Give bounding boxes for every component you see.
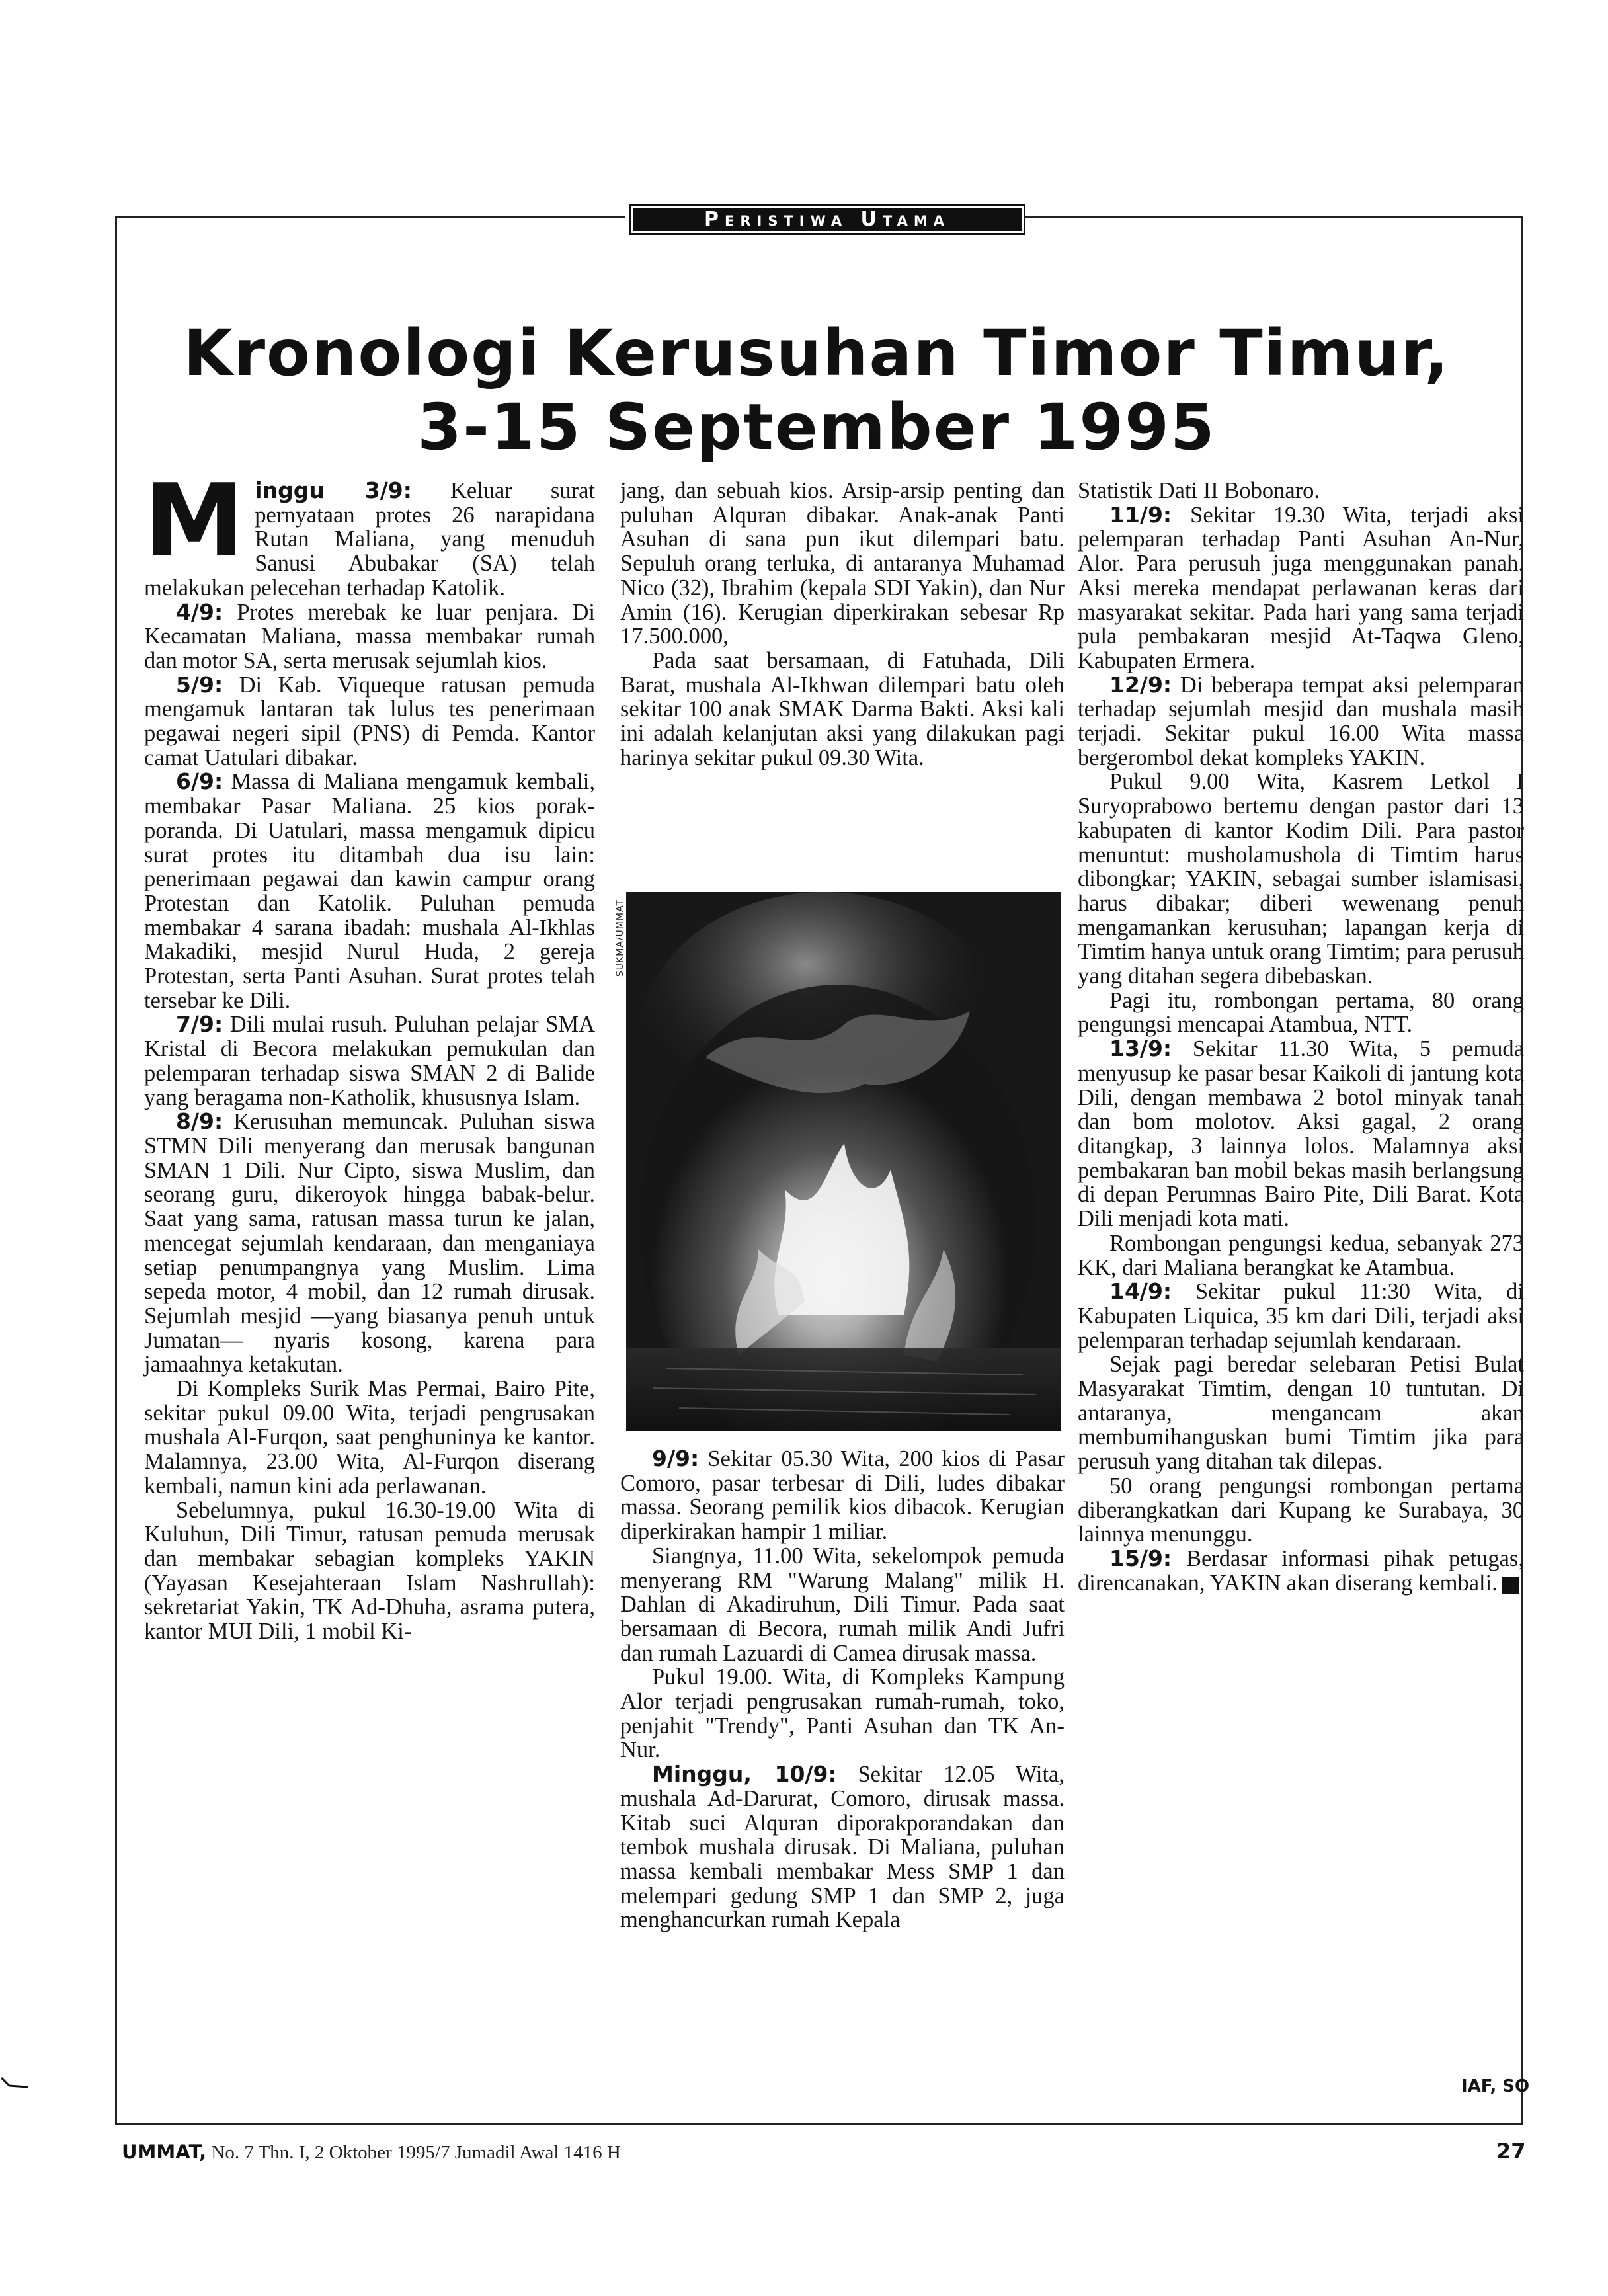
paragraph-text: Sekitar pukul 11:30 Wita, di Kabupaten Liquica, 35 km dari Dili, terjadi aksi pelemparan terhadap sejumlah kendaraan. [1078, 1279, 1524, 1353]
date-label: 5/9: [176, 671, 223, 698]
paragraph [1078, 1231, 1524, 1280]
paragraph [1078, 479, 1524, 503]
paragraph-text: Sekitar 12.05 Wita, mushala Ad-Darurat, Comoro, dirusak massa. Kitab suci Alquran diporakporandakan dan tembok mushala dirusak. Di Maliana, puluhan massa kembali membakar Mess SMP 1 dan melempari gedung SMP 1 dan SMP 2, juga menghancurkan rumah Kepala [620, 1762, 1065, 1933]
paragraph [144, 600, 595, 673]
date-label: 14/9: [1109, 1278, 1172, 1305]
page-number: 27 [1496, 2139, 1526, 2164]
paragraph-text: jang, dan sebuah kios. Arsip-arsip penting dan puluhan Alquran dibakar. Anak-anak Panti Asuhan di sana pun ikut dilempari batu. Sepuluh orang terluka, di antaranya Muhamad Nico (32), Ibrahim (kepala SDI Yakin), dan Nur Amin (16). Kerugian diperkirakan sebesar Rp 17.500.000, [620, 478, 1065, 649]
date-label: 9/9: [652, 1446, 700, 1471]
paragraph-text: Di beberapa tempat aksi pelemparan terhadap sejumlah mesjid dan mushala masih terjadi. Sekitar pukul 16.00 Wita massa bergerombol dekat kompleks YAKIN. [1078, 672, 1524, 770]
date-label: 4/9: [176, 598, 223, 625]
paragraph [1078, 770, 1524, 988]
paragraph [144, 1498, 595, 1644]
paragraph [1078, 1352, 1524, 1474]
date-label: 7/9: [176, 1011, 223, 1038]
paragraph-text: Sekitar 05.30 Wita, 200 kios di Pasar Comoro, pasar terbesar di Dili, ludes dibakar massa. Seorang pemilik kios dibacok. Kerugian diperkirakan hampir 1 miliar. [620, 1446, 1065, 1545]
paragraph [144, 1110, 595, 1377]
paragraph [144, 1377, 595, 1498]
paragraph-text: Sejak pagi beredar selebaran Petisi Bulat Masyarakat Timtim, dengan 10 tuntutan. Di antaranya, mengancam akan membumihanguskan bumi Timtim jika para perusuh yang ditahan tak dilepas. [1078, 1352, 1524, 1475]
paragraph [620, 649, 1065, 770]
scan-artifact-mark [0, 2076, 29, 2090]
issue-info: No. 7 Thn. I, 2 Oktober 1995/7 Jumadil Awal 1416 H [211, 2142, 621, 2163]
paragraph [1078, 1474, 1524, 1547]
section-rubric: Peristiwa Utama [629, 204, 1025, 235]
paragraph-text: Pada saat bersamaan, di Fatuhada, Dili Barat, mushala Al-Ikhwan dilempari batu oleh sekitar 100 anak SMAK Darma Bakti. Aksi kali ini adalah kelanjutan aksi yang dilakukan pagi harinya sekitar pukul 09.30 Wita. [620, 647, 1065, 770]
article-column-2-top [620, 479, 1065, 770]
paragraph [620, 1544, 1065, 1666]
page-footer [122, 2141, 621, 2164]
paragraph [1078, 989, 1524, 1037]
paragraph-text: Statistik Dati II Bobonaro. [1078, 478, 1320, 503]
drop-cap: M [144, 462, 245, 579]
paragraph [144, 770, 595, 1012]
paragraph-text: Massa di Maliana mengamuk kembali, membakar Pasar Maliana. 25 kios porak-poranda. Di Uatulari, massa mengamuk dipicu surat protes itu ditambah dua isu lain: penerimaan pegawai dan kawin campur orang Protestan dan Katolik. Puluhan pemuda membakar 4 sarana ibadah: mushala Al-Ikhlas Makadiki, mesjid Nurul Huda, 2 gereja Protestan, serta Panti Asuhan. Surat protes telah tersebar ke Dili. [144, 769, 595, 1013]
date-label: 12/9: [1109, 671, 1172, 698]
date-label: Minggu, 10/9: [652, 1761, 837, 1787]
date-label: 8/9: [176, 1108, 223, 1135]
article-column-1 [144, 462, 595, 1645]
paragraph [620, 1447, 1065, 1544]
paragraph-text: Di Kompleks Surik Mas Permai, Bairo Pite, sekitar pukul 09.00 Wita, terjadi pengrusakan mushala Al-Furqon, saat penghuninya ke kantor. Malamnya, 23.00 Wita, Al-Furqon diserang kembali, namun kini ada perlawanan. [144, 1376, 595, 1498]
paragraph-text: Pagi itu, rombongan pertama, 80 orang pengungsi mencapai Atambua, NTT. [1078, 987, 1524, 1038]
headline-line-2: 3-15 September 1995 [417, 390, 1216, 464]
paragraph-text: Kerusuhan memuncak. Puluhan siswa STMN Dili menyerang dan merusak bangunan SMAN 1 Dili. Nur Cipto, siswa Muslim, dan seorang guru, dikeroyok hingga babak-belur. Saat yang sama, ratusan massa turun ke jalan, mencegat sejumlah kendaraan, dan menganiaya setiap penumpangnya yang Muslim. Lima sepeda motor, 4 mobil, dan 12 rumah dirusak. Sejumlah mesjid —yang biasanya penuh untuk Jumatan— nyaris kosong, karena para jamaahnya ketakutan. [144, 1109, 595, 1377]
paragraph-text: Pukul 9.00 Wita, Kasrem Letkol I Suryoprabowo bertemu dengan pastor dari 13 kabupaten di kantor Kodim Dili. Para pastor menuntut: musholamushola di Timtim harus dibongkar; YAKIN, sebagai sumber islamisasi, harus dibakar; diberi wewenang penuh mengamankan kerusuhan; lapangan kerja di Timtim hanya untuk orang Timtim; para perusuh yang ditahan segera dibebaskan. [1078, 769, 1524, 989]
paragraph-text: Protes merebak ke luar penjara. Di Kecamatan Maliana, massa membakar rumah dan motor SA, serta merusak sejumlah kios. [144, 599, 595, 673]
article-column-2-bottom [620, 1447, 1065, 1932]
paragraph [1078, 673, 1524, 770]
paragraph-text: Sebelumnya, pukul 16.30-19.00 Wita di Kuluhun, Dili Timur, ratusan pemuda merusak dan membakar sebagian kompleks YAKIN (Yayasan Kesejahteraan Islam Nashrullah): sekretariat Yakin, TK Ad-Dhuha, asrama putera, kantor MUI Dili, 1 mobil Ki- [144, 1497, 595, 1645]
paragraph-text: 50 orang pengungsi rombongan pertama diberangkatkan dari Kupang ke Surabaya, 30 lainnya menunggu. [1078, 1473, 1524, 1547]
paragraph [620, 479, 1065, 649]
paragraph-text: Di Kab. Viqueque ratusan pemuda mengamuk lantaran tak lulus tes penerimaan pegawai negeri sipil (PNS) di Pemda. Kantor camat Uatulari dibakar. [144, 672, 595, 770]
date-label: 6/9: [176, 768, 223, 795]
paragraph [620, 1762, 1065, 1932]
paragraph-text: Siangnya, 11.00 Wita, sekelompok pemuda menyerang RM "Warung Malang" milik H. Dahlan di Akadiruhun, Dili Timur. Pada saat bersamaan di Becora, rumah milik Andi Jufri dan rumah Lazuardi di Camea dirusak massa. [620, 1543, 1065, 1666]
paragraph [144, 673, 595, 770]
end-mark-icon: U [1502, 1577, 1519, 1594]
date-label: inggu 3/9: [255, 477, 412, 503]
paragraph-text: Sekitar 11.30 Wita, 5 pemuda menyusup ke pasar besar Kaikoli di jantung kota Dili, dengan membawa 2 botol minyak tanah dan bom molotov. Aksi gagal, 2 orang ditangkap, 3 lainnya lolos. Malamnya aksi pembakaran ban mobil bekas masih berlangsung di depan Perumnas Bairo Pite, Dili Barat. Kota Dili menjadi kota mati. [1078, 1036, 1524, 1232]
article-column-3 [1078, 478, 1545, 1596]
date-label: 13/9: [1109, 1036, 1172, 1062]
paragraph-text: Dili mulai rusuh. Puluhan pelajar SMA Kristal di Becora melakukan pemukulan dan pelemparan terhadap siswa SMAN 2 di Balide yang beragama non-Katholik, khususnya Islam. [144, 1012, 595, 1110]
paragraph-text: Berdasar informasi pihak petugas, direncanakan, YAKIN akan diserang kembali. [1078, 1545, 1524, 1596]
headline-line-1: Kronologi Kerusuhan Timor Timur, [183, 316, 1450, 390]
paragraph [1078, 1037, 1524, 1231]
photo-credit: SUKMA/UMMAT [615, 899, 625, 977]
paragraph-text: Sekitar 19.30 Wita, terjadi aksi pelemparan terhadap Panti Asuhan An-Nur, Alor. Para perusuh juga menggunakan panah. Aksi mereka mendapat perlawanan keras dari masyarakat sekitar. Pada hari yang sama terjadi pula pembakaran mesjid At-Taqwa Gleno, Kabupaten Ermera. [1078, 502, 1524, 673]
paragraph [1078, 503, 1524, 673]
paragraph [1078, 1280, 1524, 1352]
paragraph [144, 1012, 595, 1110]
publication-name: UMMAT, [122, 2141, 207, 2163]
byline: IAF, SO [1461, 2076, 1530, 2096]
date-label: 15/9: [1109, 1545, 1172, 1571]
paragraph-text: Pukul 19.00. Wita, di Kompleks Kampung Alor terjadi pengrusakan rumah-rumah, toko, penjahit "Trendy", Panti Asuhan dan TK An-Nur. [620, 1664, 1065, 1763]
paragraph-text: Keluar surat pernyataan protes 26 narapidana Rutan Maliana, yang menuduh Sanusi Abubakar (SA) telah melakukan pelecehan terhadap Katolik. [144, 478, 595, 600]
fire-photo-image [626, 892, 1061, 1431]
paragraph [1078, 1545, 1545, 1596]
fire-photo [626, 892, 1061, 1431]
paragraph [620, 1665, 1065, 1762]
date-label: 11/9: [1109, 501, 1172, 528]
paragraph-text: Rombongan pengungsi kedua, sebanyak 273 KK, dari Maliana berangkat ke Atambua. [1078, 1230, 1524, 1280]
